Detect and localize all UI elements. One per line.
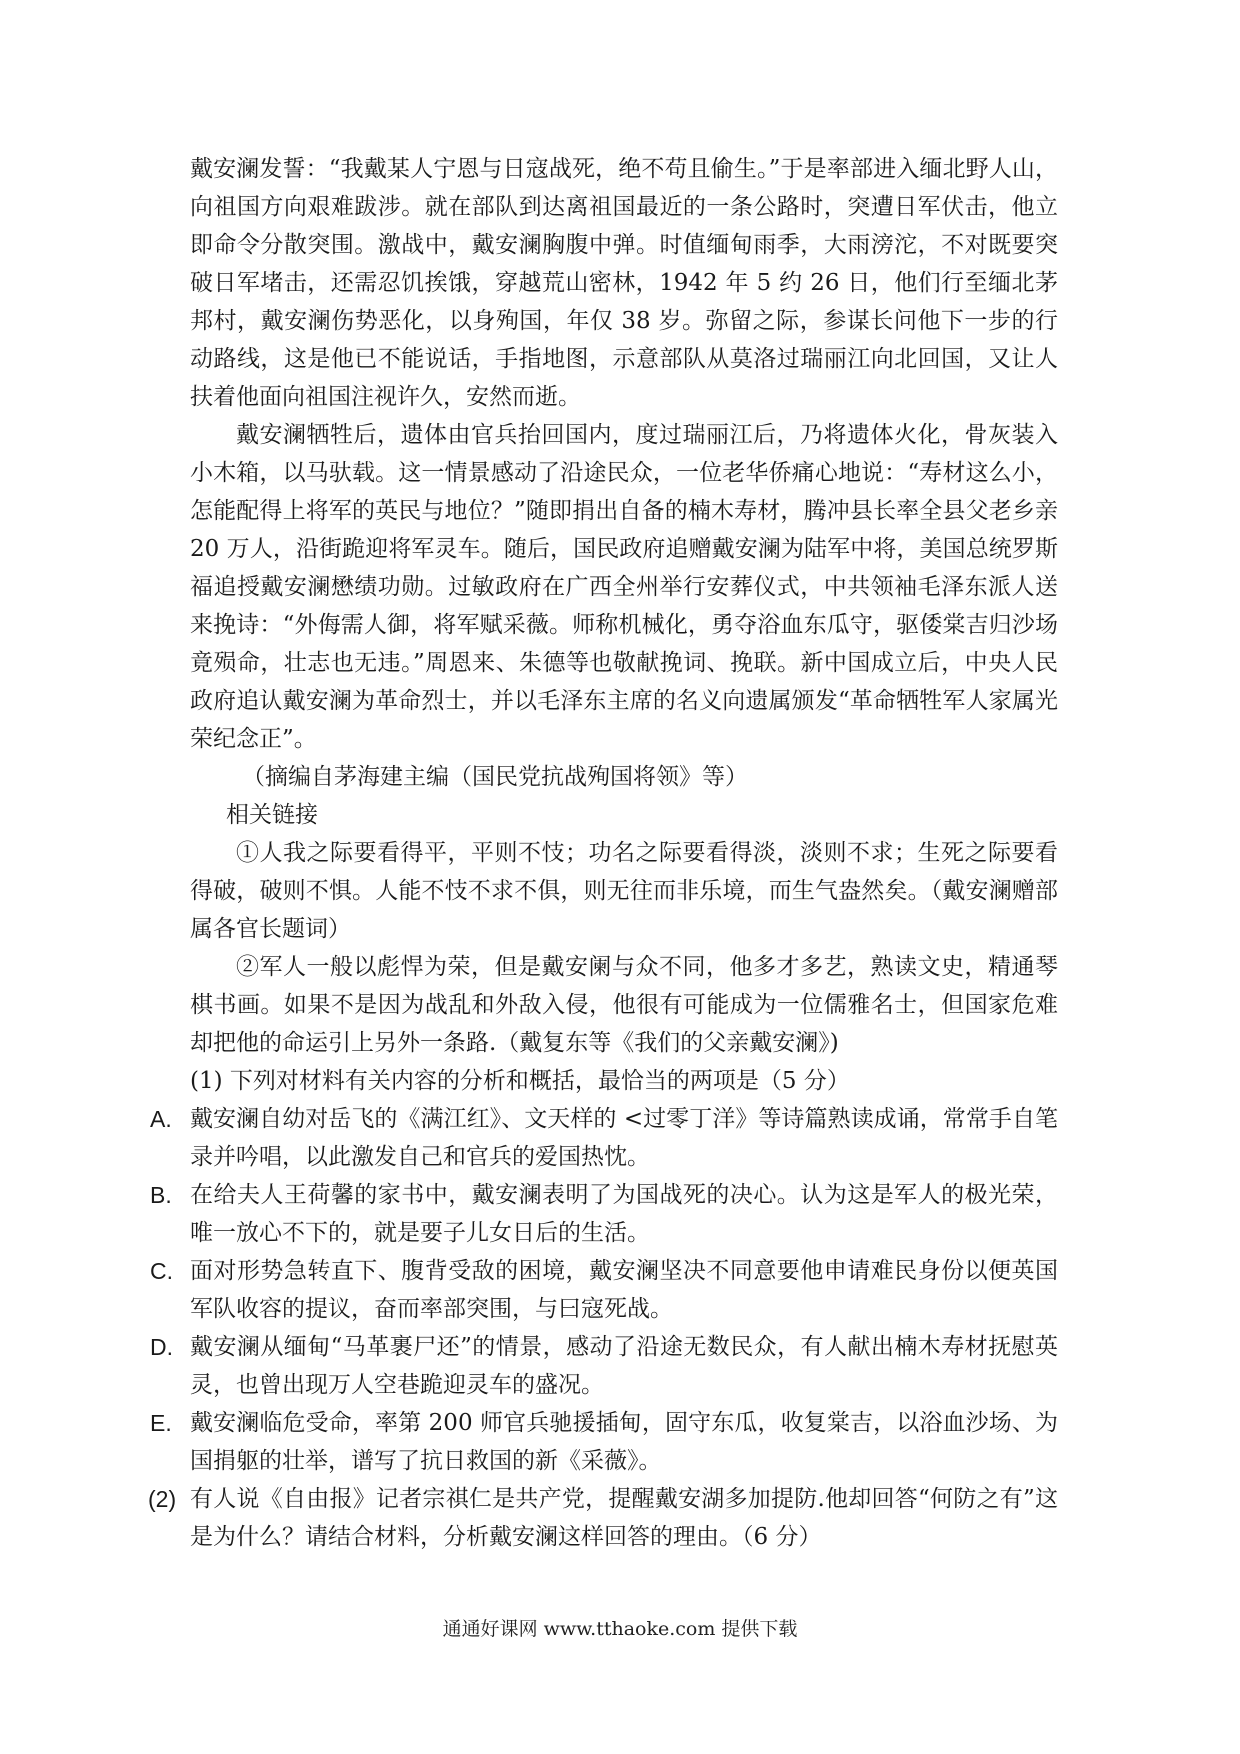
question-2 — [148, 1480, 1058, 1556]
option-d — [150, 1328, 1058, 1404]
paragraph-1: 戴安澜发誓：“我戴某人宁恩与日寇战死，绝不苟且偷生。”于是率部进入缅北野人山，向祖国方向艰难跋涉。就在部队到达离祖国最近的一条公路时，突遭日军伏击，他立即命令分散突围。激战中，戴安澜胸腹中弹。时值缅甸雨季，大雨滂沱，不对既要突破日军堵击，还需忍饥挨饿，穿越荒山密林，1942 年 5 约 26 日，他们行至缅北茅邦村，戴安澜伤势恶化，以身殉国，年仅 38 岁。弥留之际，参谋长问他下一步的行动路线，这是他已不能说话，手指地图，示意部队从莫洛过瑞丽江向北回国，又让人扶着他面向祖国注视许久，安然而逝。 — [190, 156, 1058, 410]
option-text: 戴安澜从缅甸“马革裹尸还”的情景，感动了沿途无数民众，有人献出楠木寿材抚慰英灵，也曾出现万人空巷跪迎灵车的盛况。 — [190, 1334, 1058, 1398]
related-link-2: ②军人一般以彪悍为荣，但是戴安阑与众不同，他多才多艺，熟读文史，精通琴棋书画。如果不是因为战乱和外敌入侵，他很有可能成为一位儒雅名士，但国家危难却把他的命运引上另外一条路.（戴复东等《我们的父亲戴安澜》) — [190, 954, 1058, 1056]
question-2-number: (2) — [148, 1486, 177, 1512]
option-a — [150, 1100, 1058, 1176]
option-text: 戴安澜临危受命，率第 200 师官兵驰援插甸，固守东瓜，收复棠吉，以浴血沙场、为国捐躯的壮举，谱写了抗日救国的新《采薇》。 — [190, 1410, 1058, 1474]
paragraph-2: 戴安澜牺牲后，遗体由官兵抬回国内，度过瑞丽江后，乃将遗体火化，骨灰装入小木箱，以马驮载。这一情景感动了沿途民众，一位老华侨痛心地说：“寿材这么小，怎能配得上将军的英民与地位？”随即捐出自备的楠木寿材，腾冲县长率全县父老乡亲 20 万人，沿街跪迎将军灵车。随后，国民政府追赠戴安澜为陆军中将，美国总统罗斯福追授戴安澜懋绩功勋。过敏政府在广西全州举行安葬仪式，中共领袖毛泽东派人送来挽诗：“外侮需人御，将军赋采薇。师称机械化，勇夺浴血东瓜守，驱倭棠吉归沙场竟殒命，壮志也无违。”周恩来、朱德等也敬献挽词、挽联。新中国成立后，中央人民政府追认戴安澜为革命烈士，并以毛泽东主席的名义向遗属颁发“革命牺牲军人家属光荣纪念正”。 — [190, 422, 1058, 752]
question-1-stem: (1) 下列对材料有关内容的分析和概括，最恰当的两项是（5 分） — [190, 1068, 850, 1094]
page-footer: 通通好课网 www.tthaoke.com 提供下载 — [442, 1618, 798, 1640]
option-letter: B. — [150, 1182, 172, 1208]
document-body — [148, 150, 1058, 1556]
option-e — [150, 1404, 1058, 1480]
option-letter: E. — [150, 1410, 172, 1436]
option-c — [150, 1252, 1058, 1328]
source-citation: （摘编自茅海建主编（国民党抗战殉国将领》等） — [242, 764, 748, 790]
option-letter: D. — [150, 1334, 173, 1360]
related-links-heading: 相关链接 — [226, 802, 318, 828]
option-b — [150, 1176, 1058, 1252]
option-letter: C. — [150, 1258, 173, 1284]
option-text: 面对形势急转直下、腹背受敌的困境，戴安澜坚决不同意要他申请难民身份以便英国军队收容的提议，奋而率部突围，与曰寇死战。 — [190, 1258, 1058, 1322]
question-2-text: 有人说《自由报》记者宗祺仁是共产党，提醒戴安湖多加提防.他却回答“何防之有”这是为什么？请结合材料，分析戴安澜这样回答的理由。（6 分） — [190, 1486, 1058, 1550]
option-letter: A. — [150, 1106, 172, 1132]
option-text: 戴安澜自幼对岳飞的《满江红》、文天样的 <过零丁洋》等诗篇熟读成诵，常常手自笔录并吟唱，以此激发自己和官兵的爱国热忱。 — [190, 1106, 1058, 1170]
option-text: 在给夫人王荷馨的家书中，戴安澜表明了为国战死的决心。认为这是军人的极光荣，唯一放心不下的，就是要子儿女日后的生活。 — [190, 1182, 1058, 1246]
related-link-1: ①人我之际要看得平，平则不忮；功名之际要看得淡，淡则不求；生死之际要看得破，破则不惧。人能不忮不求不俱，则无往而非乐境，而生气盎然矣。（戴安澜赠部属各官长题词） — [190, 840, 1058, 942]
